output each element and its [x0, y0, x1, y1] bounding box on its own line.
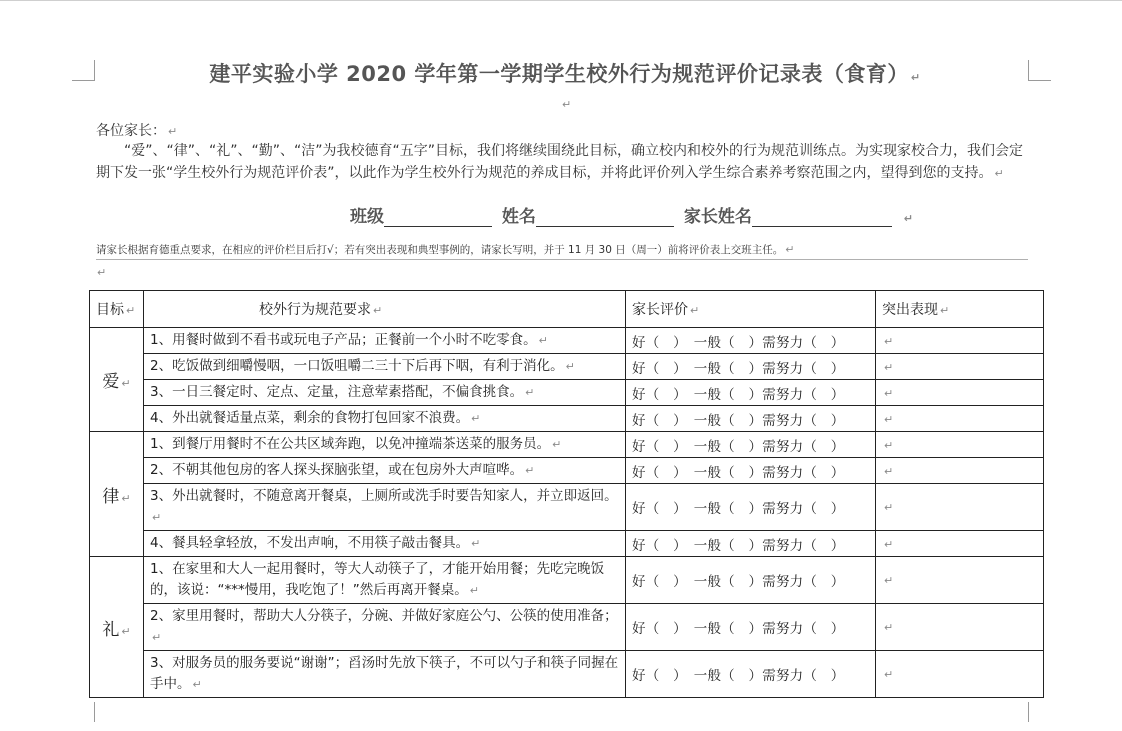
rating-cell[interactable]: 好（ ） 一般（ ）需努力（ ）	[626, 458, 876, 484]
table-row	[90, 651, 1044, 698]
outstanding-cell[interactable]	[876, 406, 1044, 432]
paragraph-mark-icon: ↵	[168, 125, 178, 138]
paragraph-mark-icon: ↵	[192, 678, 202, 691]
goal-cell: 礼 ↵	[90, 557, 144, 698]
document-title[interactable]	[140, 58, 990, 88]
crop-mark-bottom-right	[1028, 702, 1051, 722]
outstanding-cell[interactable]	[876, 432, 1044, 458]
table-row	[90, 328, 1044, 354]
header-rating: 家长评价 ↵	[626, 291, 876, 328]
paragraph-mark-icon: ↵	[565, 360, 575, 373]
paragraph-mark-icon: ↵	[471, 537, 481, 550]
outstanding-cell[interactable]	[876, 604, 1044, 651]
requirement-cell: 2、家里用餐时，帮助大人分筷子，分碗、并做好家庭公勺、公筷的使用准备；↵	[144, 604, 626, 651]
outstanding-cell[interactable]	[876, 484, 1044, 531]
outstanding-cell[interactable]	[876, 458, 1044, 484]
outstanding-cell[interactable]	[876, 651, 1044, 698]
greeting-text: 各位家长：	[96, 123, 166, 139]
paragraph-mark-icon: ↵	[121, 491, 131, 505]
intro-paragraph[interactable]	[96, 140, 1030, 185]
paragraph-mark-icon: ↵	[884, 537, 894, 551]
paragraph-mark-icon: ↵	[884, 501, 894, 514]
requirement-cell: 3、对服务员的服务要说“谢谢”；舀汤时先放下筷子，不可以勺子和筷子同握在手中。 ↵	[144, 651, 626, 698]
outstanding-cell[interactable]	[876, 531, 1044, 557]
greeting[interactable]	[96, 120, 177, 140]
rating-cell[interactable]: 好（ ） 一般（ ）需努力（ ）	[626, 380, 876, 406]
parent-name-label: 家长姓名	[683, 207, 752, 227]
table-row	[90, 432, 1044, 458]
goal-cell: 爱 ↵	[90, 328, 144, 432]
table-row	[90, 484, 1044, 531]
rating-cell[interactable]: 好（ ） 一般（ ）需努力（ ）	[626, 328, 876, 354]
paragraph-mark-icon: ↵	[97, 266, 107, 279]
student-info-fields	[350, 202, 913, 227]
paragraph-mark-icon: ↵	[562, 98, 572, 111]
class-label: 班级	[350, 207, 384, 227]
paragraph-mark-icon: ↵	[152, 631, 162, 644]
crop-mark-top-left	[72, 60, 95, 81]
outstanding-cell[interactable]	[876, 380, 1044, 406]
crop-mark-bottom-left	[72, 702, 95, 722]
rating-cell[interactable]: 好（ ） 一般（ ）需努力（ ）	[626, 432, 876, 458]
table-row	[90, 406, 1044, 432]
paragraph-mark-icon: ↵	[538, 334, 548, 347]
paragraph-mark-icon: ↵	[121, 377, 131, 390]
paragraph-mark-icon: ↵	[471, 412, 481, 425]
paragraph-mark-icon: ↵	[884, 574, 894, 587]
goal-cell: 律 ↵	[90, 432, 144, 557]
header-goal: 目标 ↵	[90, 291, 144, 328]
paragraph-mark-icon: ↵	[884, 360, 894, 374]
rating-cell[interactable]: 好（ ） 一般（ ）需努力（ ）	[626, 354, 876, 380]
table-header-row	[90, 291, 1044, 328]
rating-cell[interactable]: 好（ ） 一般（ ）需努力（ ）	[626, 531, 876, 557]
requirement-cell: 3、一日三餐定时、定点、定量，注意荤素搭配，不偏食挑食。 ↵	[144, 380, 626, 406]
requirement-cell: 1、到餐厅用餐时不在公共区域奔跑，以免冲撞端茶送菜的服务员。 ↵	[144, 432, 626, 458]
title-text: 建平实验小学 2020 学年第一学期学生校外行为规范评价记录表（食育）	[209, 62, 909, 86]
evaluation-table	[89, 290, 1044, 698]
paragraph-mark-icon: ↵	[884, 438, 894, 452]
outstanding-cell[interactable]	[876, 557, 1044, 604]
paragraph-mark-icon: ↵	[903, 212, 913, 225]
paragraph-mark-icon: ↵	[884, 668, 894, 681]
requirement-cell: 2、吃饭做到细嚼慢咽，一口饭咀嚼二三十下后再下咽，有利于消化。 ↵	[144, 354, 626, 380]
rating-cell[interactable]: 好（ ） 一般（ ）需努力（ ）	[626, 557, 876, 604]
paragraph-mark-icon: ↵	[910, 71, 921, 84]
paragraph-mark-icon: ↵	[884, 386, 894, 400]
requirement-cell: 1、在家里和大人一起用餐时，等大人动筷子了，才能开始用餐；先吃完晚饭的，该说：“***慢用，我吃饱了！”然后再离开餐桌。 ↵	[144, 557, 626, 604]
paragraph-mark-icon: ↵	[121, 624, 131, 638]
paragraph-mark-icon: ↵	[525, 386, 535, 399]
rating-cell[interactable]: 好（ ） 一般（ ）需努力（ ）	[626, 406, 876, 432]
table-row	[90, 458, 1044, 484]
requirement-cell: 2、不朝其他包房的客人探头探脑张望，或在包房外大声喧哗。 ↵	[144, 458, 626, 484]
paragraph-mark-icon: ↵	[525, 464, 535, 477]
requirement-cell: 4、餐具轻拿轻放，不发出声响，不用筷子敲击餐具。 ↵	[144, 531, 626, 557]
paragraph-mark-icon: ↵	[552, 438, 562, 451]
requirement-cell: 3、外出就餐时，不随意离开餐桌，上厕所或洗手时要告知家人，并立即返回。↵	[144, 484, 626, 531]
name-field[interactable]	[536, 208, 674, 227]
table-row	[90, 557, 1044, 604]
rating-cell[interactable]: 好（ ） 一般（ ）需努力（ ）	[626, 604, 876, 651]
parent-name-field[interactable]	[752, 208, 892, 227]
intro-text: “爱”、“律”、“礼”、“勤”、“洁”为我校德育“五字”目标，我们将继续围绕此目标，确立校内和校外的行为规范训练点。为实现家校合力，我们会定期下发一张“学生校外行为规范评价表”，以此作为学生校外行为规范的养成目标，并将此评价列入学生综合素养考察范围之内，望得到您的支持。	[96, 143, 1024, 181]
requirement-cell: 1、用餐时做到不看书或玩电子产品；正餐前一个小时不吃零食。 ↵	[144, 328, 626, 354]
rating-cell[interactable]: 好（ ） 一般（ ）需努力（ ）	[626, 484, 876, 531]
table-row	[90, 354, 1044, 380]
paragraph-mark-icon: ↵	[785, 243, 795, 256]
paragraph-mark-icon: ↵	[126, 304, 136, 317]
rating-cell[interactable]: 好（ ） 一般（ ）需努力（ ）	[626, 651, 876, 698]
header-outstanding: 突出表现 ↵	[876, 291, 1044, 328]
paragraph-mark-icon: ↵	[469, 584, 479, 597]
requirement-cell: 4、外出就餐适量点菜，剩余的食物打包回家不浪费。 ↵	[144, 406, 626, 432]
table-row	[90, 380, 1044, 406]
page-top-border	[0, 0, 1122, 1]
paragraph-mark-icon: ↵	[884, 412, 894, 426]
paragraph-mark-icon: ↵	[994, 167, 1004, 180]
paragraph-mark-icon: ↵	[690, 304, 700, 317]
header-requirement: 校外行为规范要求 ↵	[144, 291, 626, 328]
paragraph-mark-icon: ↵	[884, 334, 894, 348]
outstanding-cell[interactable]	[876, 354, 1044, 380]
name-label: 姓名	[501, 207, 536, 227]
table-row	[90, 604, 1044, 651]
instruction-note[interactable]	[96, 242, 1028, 260]
paragraph-mark-icon: ↵	[940, 304, 950, 317]
paragraph-mark-icon: ↵	[884, 464, 894, 478]
paragraph-mark-icon: ↵	[884, 621, 894, 634]
paragraph-mark-icon: ↵	[152, 511, 162, 524]
table-row	[90, 531, 1044, 557]
class-field[interactable]	[384, 208, 492, 227]
paragraph-mark-icon: ↵	[373, 304, 383, 317]
outstanding-cell[interactable]	[876, 328, 1044, 354]
instruction-text: 请家长根据育德重点要求，在相应的评价栏目后打√；若有突出表现和典型事例的，请家长写明，并于 11 月 30 日（周一）前将评价表上交班主任。	[96, 244, 784, 256]
crop-mark-top-right	[1028, 60, 1051, 81]
